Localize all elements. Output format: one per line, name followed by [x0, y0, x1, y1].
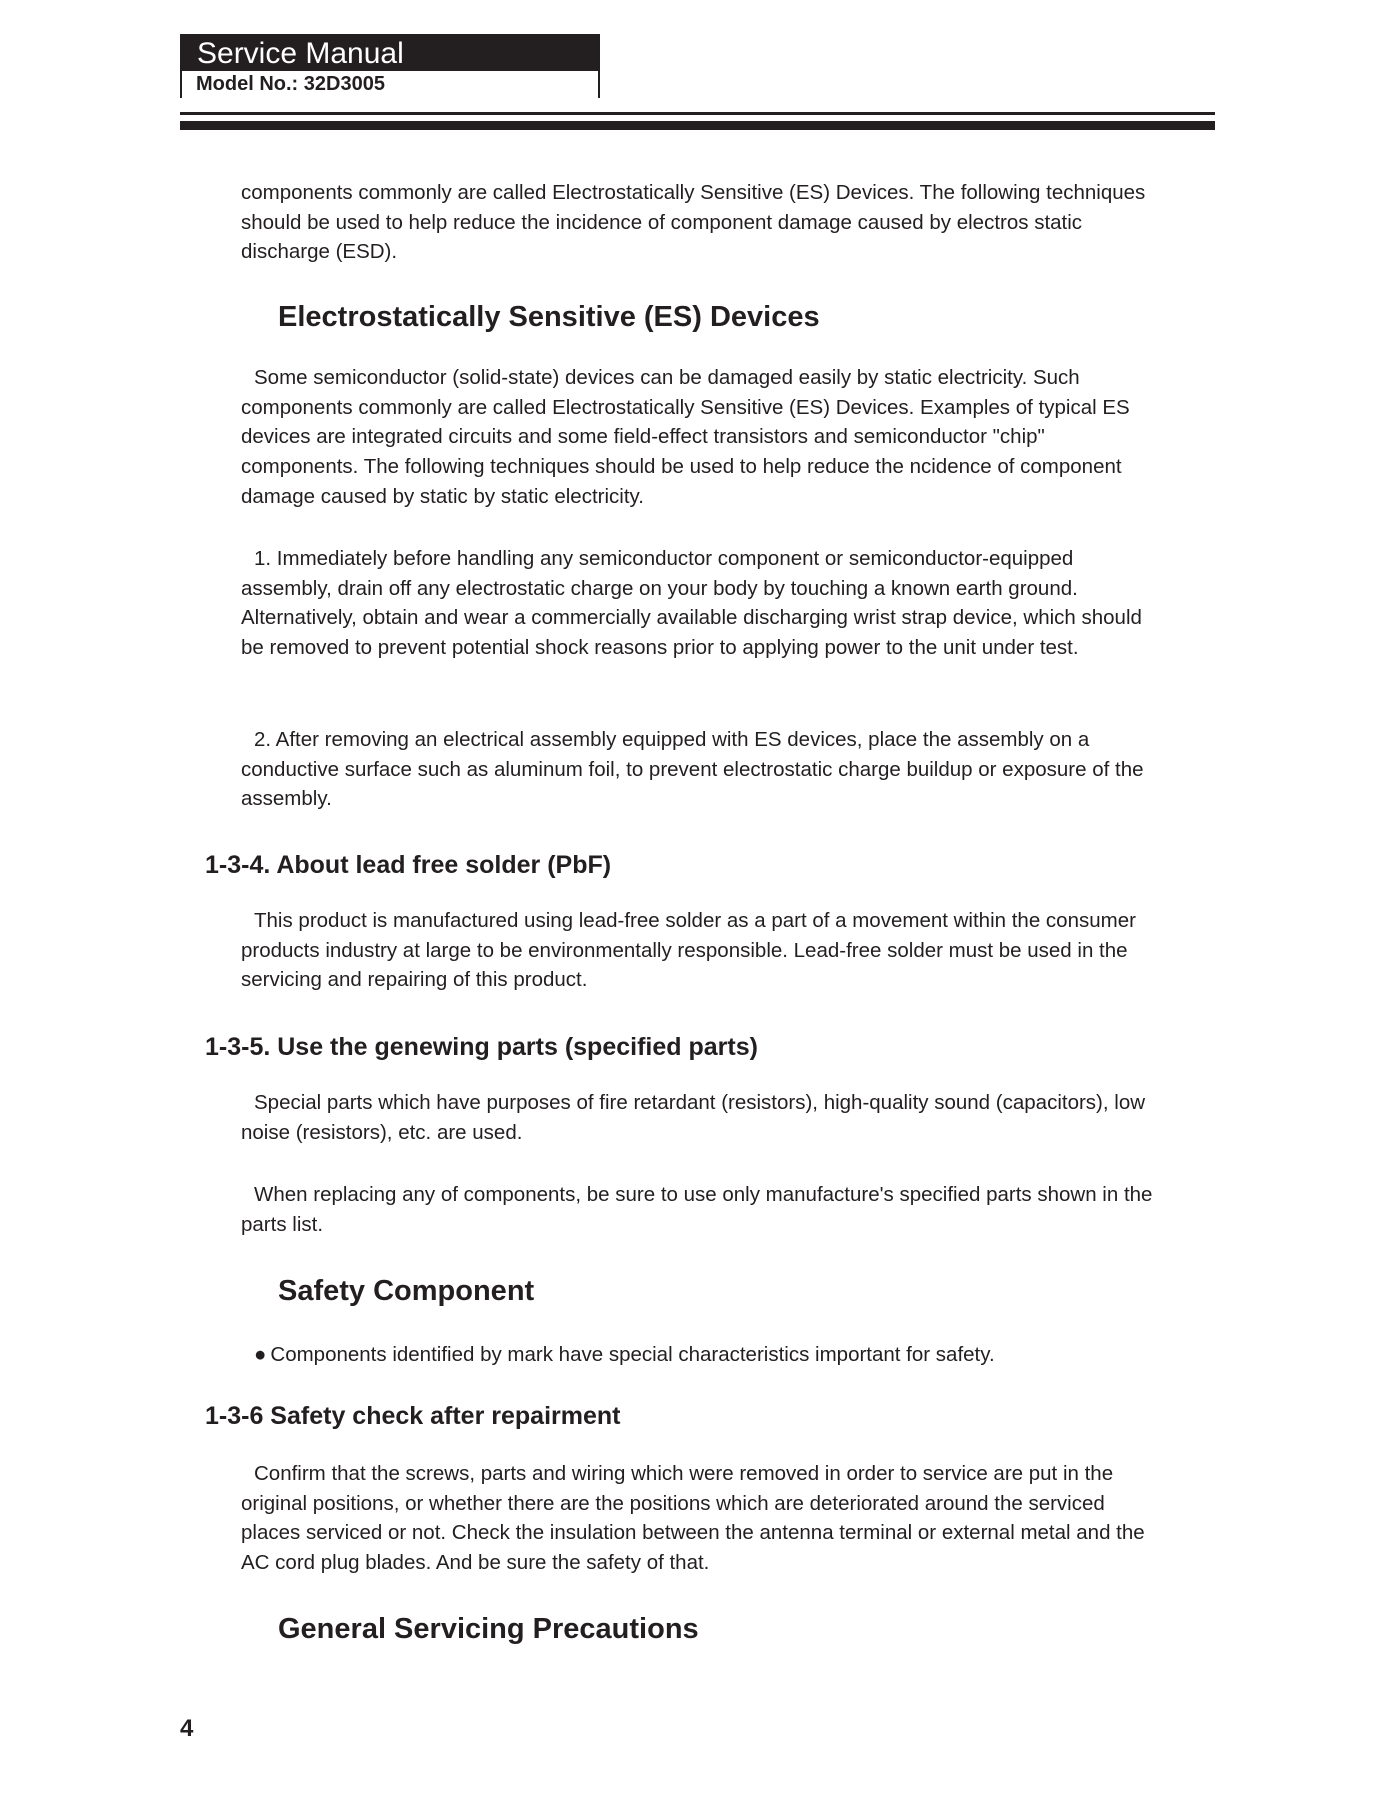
model-number: Model No.: 32D3005 [182, 71, 598, 98]
lead-free-paragraph-text: This product is manufactured using lead-free solder as a part of a movement within the consumer products industry at large to be environmentally responsible. Lead-free solder must be used in the servicing and repairing of this product. [241, 909, 1136, 992]
genuine-parts-paragraph-1 [241, 1088, 1166, 1147]
safety-component-bullet [254, 1340, 995, 1370]
genuine-parts-heading: 1-3-5. Use the genewing parts (specified parts) [205, 1033, 758, 1061]
genuine-parts-paragraph-2-text: When replacing any of components, be sure to use only manufacture's specified parts shown in the parts list. [241, 1183, 1153, 1236]
safety-check-heading: 1-3-6 Safety check after repairment [205, 1402, 621, 1430]
general-servicing-heading: General Servicing Precautions [278, 1613, 699, 1645]
safety-check-paragraph-text: Confirm that the screws, parts and wiring which were removed in order to service are put in the original positions, or whether there are the positions which are deteriorated around the serviced places serviced or not. Check the insulation between the antenna terminal or external metal and the AC cord plug blades. And be sure the safety of that. [241, 1462, 1145, 1575]
manual-header [180, 34, 600, 98]
es-devices-heading: Electrostatically Sensitive (ES) Devices [278, 301, 820, 333]
safety-component-bullet-text: Components identified by mark have special characteristics important for safety. [270, 1343, 995, 1366]
bullet-icon: ● [254, 1343, 267, 1366]
lead-free-paragraph [241, 906, 1166, 995]
page-number: 4 [180, 1715, 194, 1742]
es-step-2 [241, 725, 1166, 814]
header-rule-thick [180, 121, 1215, 130]
es-step-1 [241, 544, 1166, 663]
es-devices-paragraph [241, 363, 1166, 512]
intro-paragraph: components commonly are called Electrostatically Sensitive (ES) Devices. The following techniques should be used to help reduce the incidence of component damage caused by electros static discharge (ESD). [241, 181, 1146, 264]
safety-check-paragraph [241, 1459, 1166, 1578]
es-step-2-text: 2. After removing an electrical assembly equipped with ES devices, place the assembly on a conductive surface such as aluminum foil, to prevent electrostatic charge buildup or exposure of the assembly. [241, 728, 1144, 811]
manual-title: Service Manual [182, 36, 598, 71]
lead-free-heading: 1-3-4. About lead free solder (PbF) [205, 851, 612, 879]
es-devices-paragraph-text: Some semiconductor (solid-state) devices can be damaged easily by static electricity. Such components commonly are called Electrostatically Sensitive (ES) Devices. Examples of typical ES devices are integrated circuits and some field-effect transistors and semiconductor "chip" components. The following techniques should be used to help reduce the ncidence of component damage caused by static by static electricity. [241, 366, 1130, 508]
genuine-parts-paragraph-1-text: Special parts which have purposes of fire retardant (resistors), high-quality sound (capacitors), low noise (resistors), etc. are used. [241, 1091, 1146, 1144]
header-rule-thin [180, 112, 1215, 115]
es-step-1-text: 1. Immediately before handling any semiconductor component or semiconductor-equipped assembly, drain off any electrostatic charge on your body by touching a known earth ground. Alternatively, obtain and wear a commercially available discharging wrist strap device, which should be removed to prevent potential shock reasons prior to applying power to the unit under test. [241, 547, 1142, 660]
genuine-parts-paragraph-2 [241, 1180, 1166, 1239]
safety-component-heading: Safety Component [278, 1275, 535, 1307]
